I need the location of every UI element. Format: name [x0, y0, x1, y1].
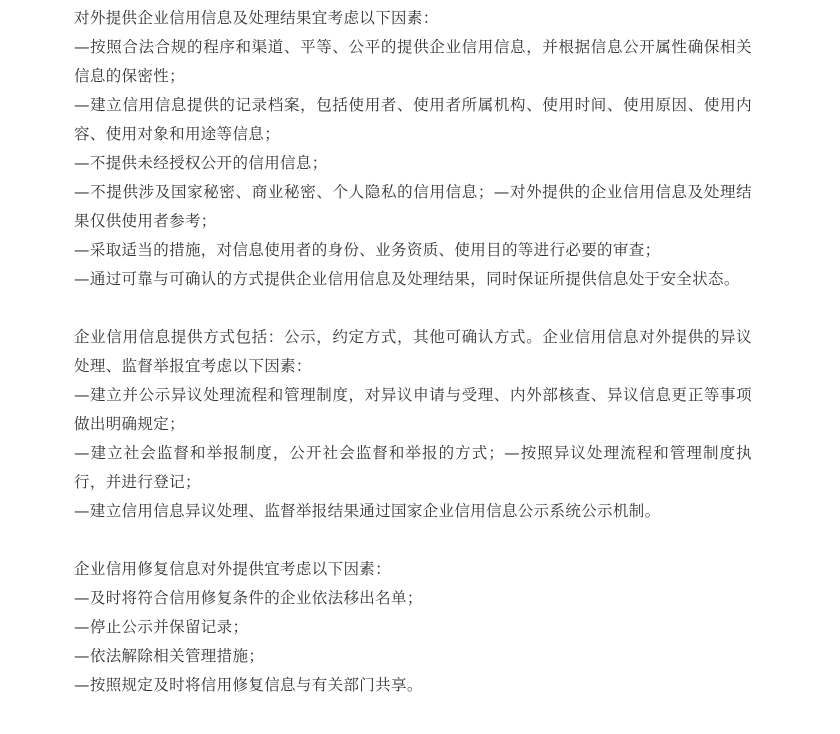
list-item: —按照合法合规的程序和渠道、平等、公平的提供企业信用信息，并根据信息公开属性确保相关信息的保密性； — [74, 38, 752, 85]
list-item: —不提供涉及国家秘密、商业秘密、个人隐私的信用信息；—对外提供的企业信用信息及处理结果仅供使用者参考； — [74, 183, 752, 230]
section-info-provision — [74, 4, 752, 294]
section-heading: 对外提供企业信用信息及处理结果宜考虑以下因素： — [74, 9, 439, 27]
document-body — [74, 4, 752, 700]
section-credit-repair — [74, 555, 752, 700]
list-item: —通过可靠与可确认的方式提供企业信用信息及处理结果，同时保证所提供信息处于安全状态。 — [74, 270, 740, 288]
list-item: —按照规定及时将信用修复信息与有关部门共享。 — [74, 676, 423, 694]
section-heading: 企业信用信息提供方式包括：公示，约定方式，其他可确认方式。企业信用信息对外提供的异议处理、监督举报宜考虑以下因素： — [74, 328, 752, 375]
list-item: —停止公示并保留记录； — [74, 618, 249, 636]
list-item: —建立社会监督和举报制度，公开社会监督和举报的方式；—按照异议处理流程和管理制度执行，并进行登记； — [74, 444, 752, 491]
list-item: —建立信用信息提供的记录档案，包括使用者、使用者所属机构、使用时间、使用原因、使用内容、使用对象和用途等信息； — [74, 96, 752, 143]
list-item: —建立信用信息异议处理、监督举报结果通过国家企业信用信息公示系统公示机制。 — [74, 502, 661, 520]
section-heading: 企业信用修复信息对外提供宜考虑以下因素： — [74, 560, 392, 578]
list-item: —采取适当的措施，对信息使用者的身份、业务资质、使用目的等进行必要的审查； — [74, 241, 661, 259]
section-objection-handling — [74, 323, 752, 526]
list-item: —依法解除相关管理措施； — [74, 647, 265, 665]
list-item: —不提供未经授权公开的信用信息； — [74, 154, 328, 172]
list-item: —建立并公示异议处理流程和管理制度，对异议申请与受理、内外部核查、异议信息更正等事项做出明确规定； — [74, 386, 752, 433]
list-item: —及时将符合信用修复条件的企业依法移出名单； — [74, 589, 423, 607]
